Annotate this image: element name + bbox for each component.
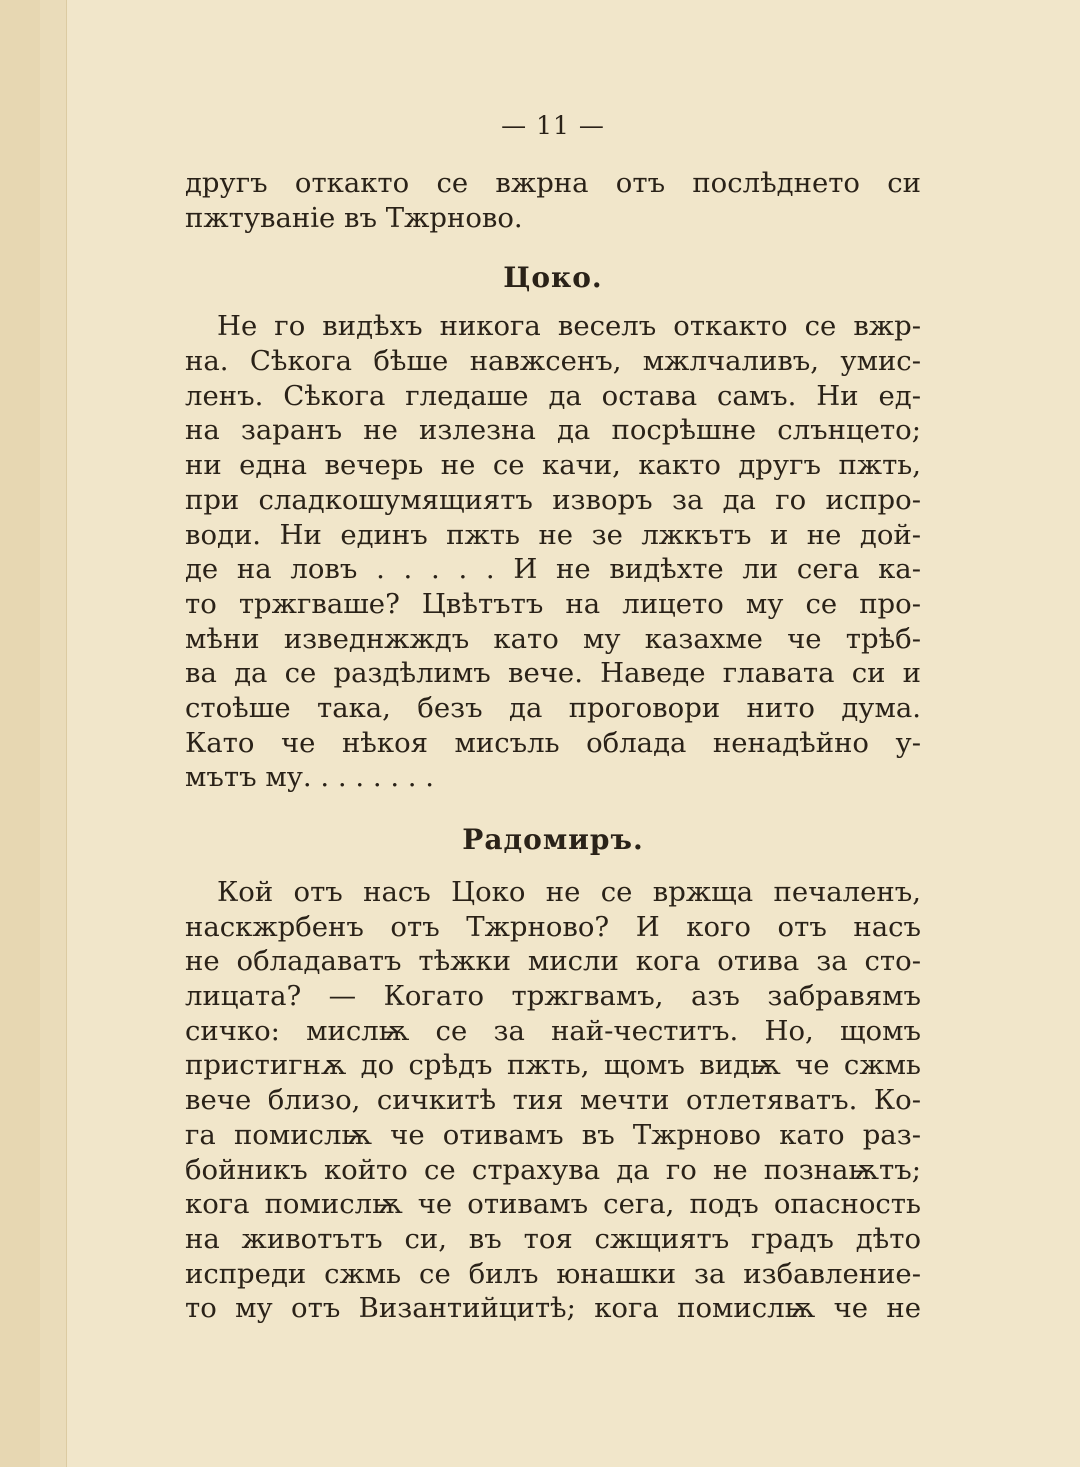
text-line: бойникъ който се страхува да го не познаѭтъ; (185, 1153, 921, 1186)
text-line: на заранъ не излезна да посрѣшне слънцето; (185, 414, 921, 447)
text-line: пжтуванiе въ Тжрново. (185, 201, 523, 234)
text-line: га помислѭ че отивамъ въ Тжрново като раз- (185, 1118, 921, 1151)
text-line: испреди сжмь се билъ юнашки за избавление- (185, 1257, 921, 1290)
text-line: Не го видѣхъ никога веселъ откакто се вжр- (217, 310, 921, 343)
speaker-heading-radomir: Радомиръ. (462, 823, 644, 856)
text-line: другъ откакто се вжрна отъ послѣднето си (185, 167, 921, 199)
speaker-heading-tsoko: Цоко. (503, 261, 603, 295)
speech-paragraph-tsoko (185, 309, 921, 795)
page-number: — 11 — (501, 111, 605, 140)
text-line: при сладкошумящиятъ изворъ за да го испро- (185, 483, 921, 516)
text-line: вече близо, сичкитѣ тия мечти отлетяватъ. Ко- (185, 1084, 921, 1117)
text-line: лицата? — Когато тржгвамъ, азъ забравямъ (185, 980, 921, 1013)
text-line: не обладаватъ тѣжки мисли кога отива за сто- (185, 945, 921, 978)
text-line: сичко: мислѭ се за най-честитъ. Но, щомъ (185, 1014, 921, 1047)
text-line: де на ловъ . . . . . И не видѣхте ли сега ка- (185, 553, 921, 586)
text-block (185, 108, 921, 1326)
intro-paragraph (185, 166, 921, 235)
text-line: наскжрбенъ отъ Тжрново? И кого отъ насъ (185, 910, 921, 943)
text-line: Като че нѣкоя мисъль облада ненадѣйно у- (185, 726, 921, 759)
text-line: то му отъ Византийцитѣ; кога помислѭ че не (185, 1292, 921, 1325)
text-line: мѣни изведнжждъ като му казахме че трѣб- (185, 622, 921, 655)
text-line: ни една вечерь не се качи, както другъ пжть, (185, 449, 921, 482)
text-line: пристигнѫ до срѣдъ пжть, щомъ видѭ че сжмь (185, 1049, 921, 1082)
text-line: води. Ни единъ пжть не зе лжкътъ и не дой- (185, 518, 921, 551)
page-binding-edge (0, 0, 41, 1467)
text-line: кога помислѭ че отивамъ сега, подъ опасность (185, 1188, 921, 1221)
text-line: то тржгваше? Цвѣтътъ на лицето му се про- (185, 587, 921, 620)
text-line: ва да се раздѣлимъ вече. Наведе главата си и (185, 657, 921, 690)
text-line: ленъ. Сѣкога гледаше да остава самъ. Ни ед- (185, 379, 921, 412)
text-line: стоѣше така, безъ да проговори нито дума. (185, 691, 921, 724)
text-line: Кой отъ насъ Цоко не се вржща печаленъ, (217, 876, 921, 908)
text-line: на животътъ си, въ тоя сжщиятъ градъ дѣто (185, 1222, 921, 1255)
page-gutter (40, 0, 67, 1467)
speech-paragraph-radomir (185, 875, 921, 1326)
text-line: мътъ му. . . . . . . . (185, 761, 435, 794)
text-line: на. Сѣкога бѣше навжсенъ, мжлчаливъ, умис- (185, 345, 921, 378)
